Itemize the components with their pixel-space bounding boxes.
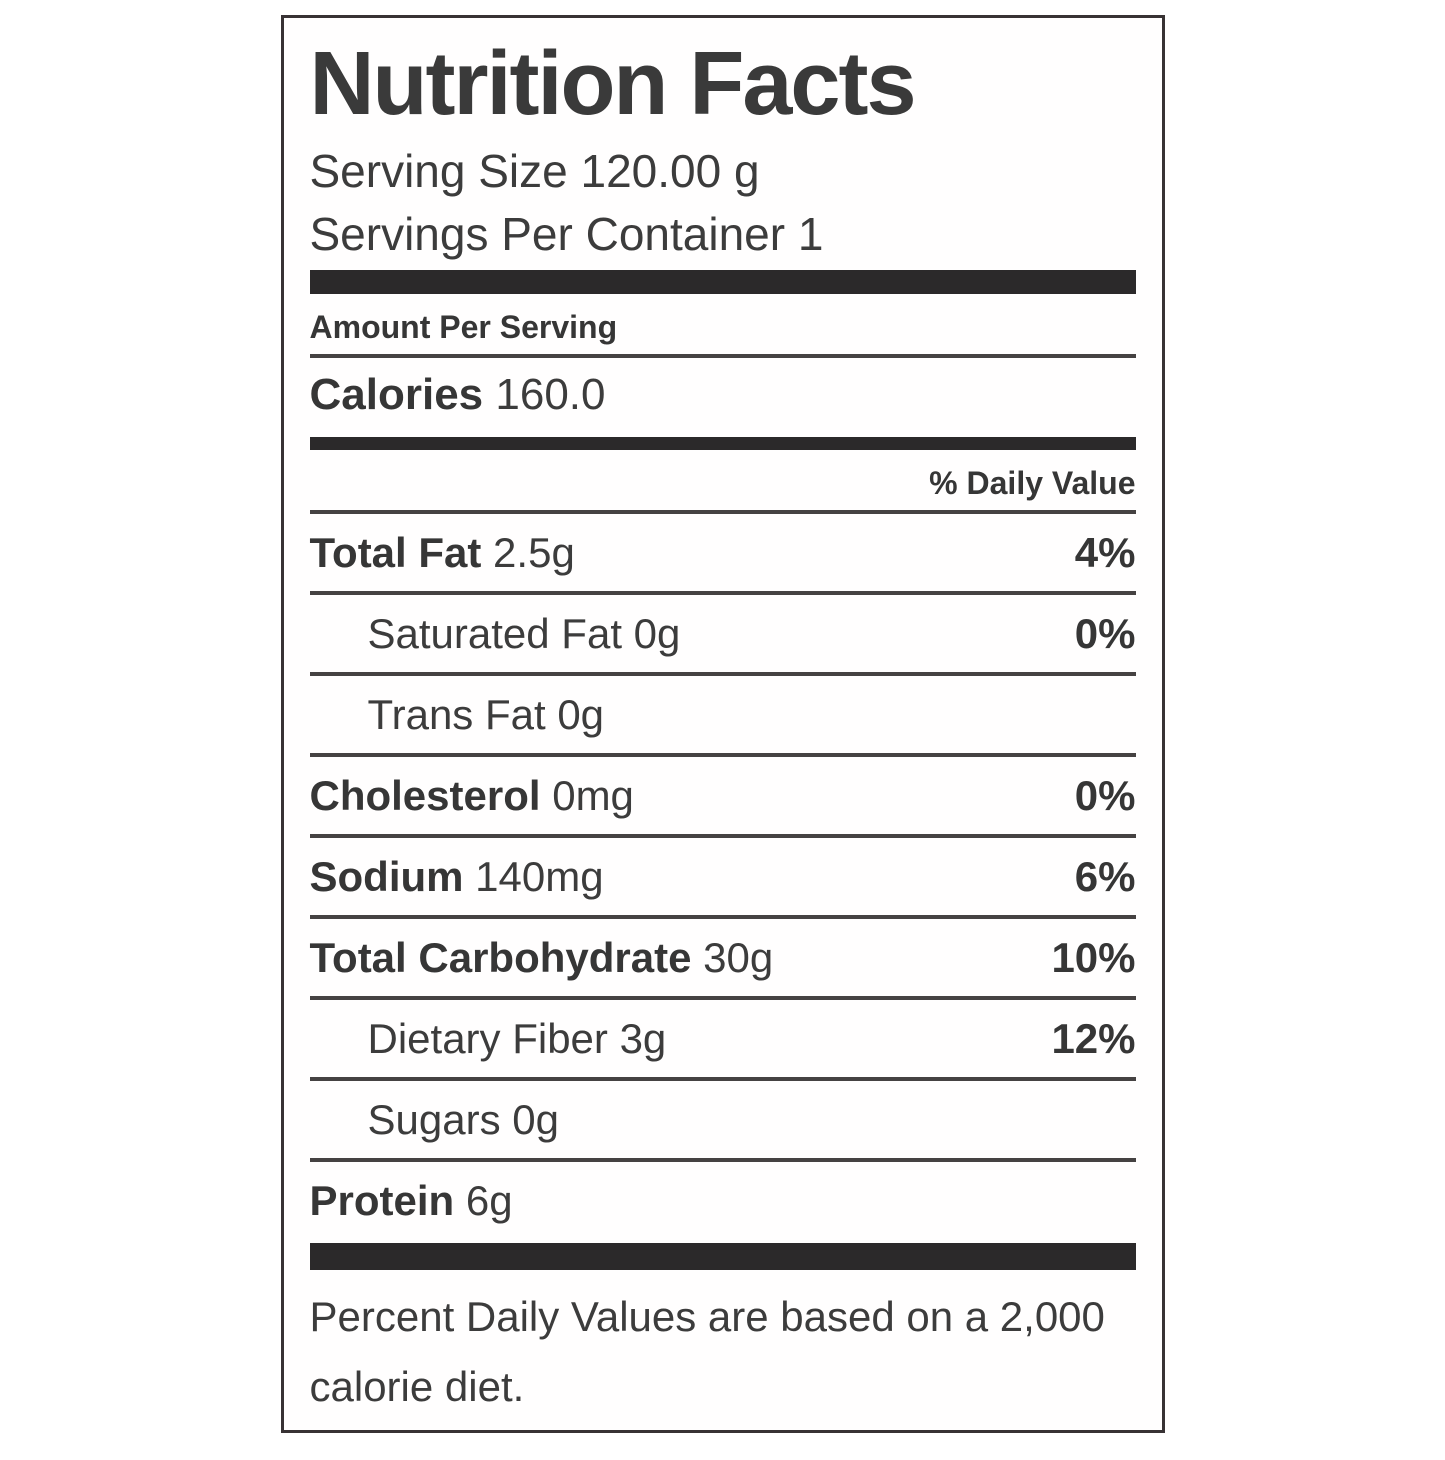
nutrient-amount: 30g [691, 933, 774, 981]
nutrient-label [310, 853, 604, 901]
nutrient-name: Dietary Fiber [367, 1014, 608, 1062]
nutrient-label [310, 772, 634, 820]
daily-value-percent: 6% [1074, 852, 1136, 900]
nutrient-amount: 0mg [540, 771, 634, 819]
footnote-line-2: calorie diet. [309, 1362, 525, 1410]
servings-per-container-text: Servings Per Container 1 [309, 207, 824, 260]
nutrient-amount: 2.5g [481, 528, 575, 576]
thick-divider-top [310, 270, 1136, 294]
nutrient-name: Trans Fat [367, 690, 546, 738]
nutrient-label [310, 610, 681, 658]
nutrient-row [310, 753, 1136, 834]
nutrient-name: Total Fat [309, 528, 482, 576]
thick-divider-middle [310, 437, 1136, 450]
daily-value-percent: 4% [1074, 528, 1136, 576]
daily-value-percent: 0% [1074, 771, 1136, 819]
nutrient-name: Cholesterol [309, 771, 541, 819]
nutrient-name: Sodium [309, 852, 464, 900]
nutrient-amount: 0g [500, 1095, 559, 1143]
nutrient-row [310, 834, 1136, 915]
nutrient-name: Total Carbohydrate [309, 933, 692, 981]
nutrient-name: Sugars [367, 1095, 501, 1143]
nutrient-label [310, 1096, 559, 1144]
nutrient-label [310, 529, 575, 577]
nutrient-name: Saturated Fat [367, 609, 622, 657]
nutrient-rows [310, 510, 1136, 1239]
thin-divider [310, 354, 1136, 358]
calories-label: Calories [309, 370, 484, 420]
thick-divider-bottom [310, 1243, 1136, 1270]
nutrient-row [310, 915, 1136, 996]
nutrient-amount: 140mg [463, 852, 604, 900]
nutrient-row [310, 1158, 1136, 1239]
nutrition-facts-label [281, 15, 1165, 1433]
nutrient-label [310, 1015, 667, 1063]
nutrient-label [310, 934, 774, 982]
daily-value-header: % Daily Value [929, 464, 1136, 501]
nutrient-row [310, 1077, 1136, 1158]
nutrient-row [310, 996, 1136, 1077]
serving-size-text: Serving Size 120.00 g [309, 144, 760, 197]
nutrient-row [310, 672, 1136, 753]
calories-value: 160.0 [495, 370, 606, 420]
footnote-line-1: Percent Daily Values are based on a 2,000 [309, 1293, 1105, 1341]
nutrient-amount: 0g [621, 609, 681, 657]
nutrient-amount: 6g [454, 1176, 513, 1224]
amount-per-serving-label: Amount Per Serving [309, 308, 618, 345]
calories-row [310, 370, 1136, 421]
daily-value-percent: 0% [1074, 609, 1136, 657]
nutrient-name: Protein [309, 1176, 455, 1224]
footnote [310, 1282, 1136, 1421]
nutrient-row [310, 591, 1136, 672]
nutrient-label [310, 1177, 513, 1225]
nutrient-amount: 3g [607, 1014, 667, 1062]
nutrient-label [310, 691, 605, 739]
daily-value-percent: 10% [1051, 933, 1136, 981]
daily-value-percent: 12% [1051, 1014, 1136, 1062]
nutrient-amount: 0g [545, 690, 605, 738]
nutrient-row [310, 510, 1136, 591]
label-title: Nutrition Facts [309, 34, 915, 134]
